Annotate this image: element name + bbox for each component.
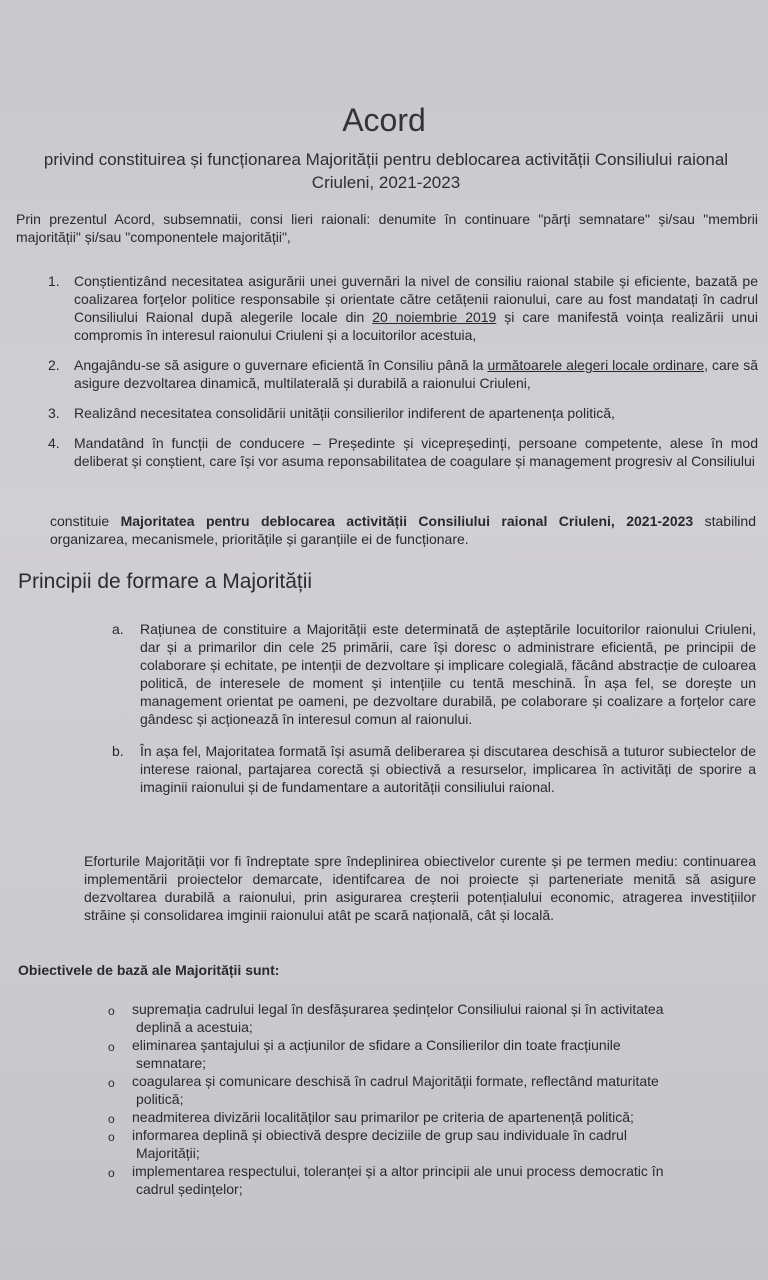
item-number: 1. [48,273,60,289]
objective-item [108,1000,758,1036]
objective-text: informarea deplină și obiectivă despre deciziile de grup sau individuale în cadrul [132,1127,627,1143]
objective-text: coagularea și comunicare deschisă în cadrul Majorității formate, reflectând maturitate [132,1073,659,1089]
majority-name: Majoritatea pentru deblocarea activității Consiliului raional Criuleni, 2021-2023 [120,513,694,529]
document-subtitle: privind constituirea și funcționarea Majorității pentru deblocarea activității Consiliului raional Criuleni, 2021-2023 [43,150,729,192]
bullet-icon: o [108,1112,115,1126]
bullet-icon: o [108,1130,115,1144]
constitutes-pre: constituie [50,513,121,529]
numbered-item-4 [48,434,758,470]
principle-item-a [112,620,756,728]
item-number: 3. [48,405,60,421]
item-text-part: , care să asigure dezvoltarea dinamică, multilaterală și durabilă a raionului Criuleni, [74,357,758,391]
item-number: 2. [48,357,60,373]
objective-text-cont: cadrul ședințelor; [136,1181,243,1197]
bullet-icon: o [108,1166,115,1180]
item-text-part: Conștientizând necesitatea asigurării unei guvernări la nivel de consiliu raional stabile și eficiente, bazată pe coalizarea forțelor politice responsabile și orientate către cetățenii raionului, care au fost mandatați în cadrul Consiliului Raional după alegerile locale din [74,273,758,325]
item-letter: a. [112,621,124,637]
objective-text: implementarea respectului, toleranței și a altor principii ale unui process democratic în [132,1163,664,1179]
objective-item [108,1036,758,1072]
item-letter: b. [112,743,124,759]
item-text-part: Angajându-se să asigure o guvernare eficientă în Consiliu până la [74,357,488,373]
efforts-paragraph: Eforturile Majorității vor fi îndreptate spre îndeplinirea obiectivelor curente și pe termen mediu: continuarea implementării proiectelor demarcate, identifcarea de noi proiecte și parteneriate menită să asigure dezvoltarea durabilă a raionului, prin asigurarea creșterii potențialului economic, atragerea investițiilor străine și consolidarea imginii raionului atât pe scară națională, cât și locală. [84,853,756,923]
objective-text-cont: deplină a acestuia; [136,1019,253,1035]
numbered-item-2 [48,356,758,392]
objective-text: neadmiterea divizării localităților sau primarilor pe criteria de apartenență politică; [132,1109,634,1125]
constitutes-post: stabilind organizarea, mecanismele, prioritățile și garanțiile ei de funcționare. [50,513,756,547]
bullet-icon: o [108,1040,115,1054]
underlined-phrase: următoarele alegeri locale ordinare [487,357,705,373]
intro-paragraph: Prin prezentul Acord, subsemnatii, consi lieri raionali: denumite în continuare "părți semnatare" și/sau "membrii majorității" și/sau "componentele majorității", [16,211,758,245]
principle-item-b [112,742,756,796]
item-text: În așa fel, Majoritatea formată își asumă deliberarea și discutarea deschisă a tuturor subiectelor de interese raional, partajarea corectă și obiectivă a resurselor, implicarea în activități de sporire a imaginii raionului și de fundamentare a autorității consiliului raional. [140,743,756,795]
objective-item [108,1072,758,1108]
objectives-heading: Obiectivele de bază ale Majorității sunt: [18,962,280,978]
item-text-part: și care manifestă voința realizării unui compromis în interesul raionului Criuleni și a locuitorilor acestuia, [74,309,758,343]
objective-text-cont: politică; [136,1091,184,1107]
bullet-icon: o [108,1004,115,1018]
item-text [74,272,758,344]
item-text [74,356,758,392]
objective-text: eliminarea șantajului și a acțiunilor de sfidare a Consilierilor din toate fracțiunile [132,1037,621,1053]
constitutes-paragraph [50,512,756,548]
numbered-item-1 [48,272,758,344]
item-text: Realizând necesitatea consolidării unității consilierilor indiferent de apartenența politică, [74,405,615,421]
item-text: Mandatând în funcții de conducere – Președinte și vicepreședinți, persoane competente, alese în mod deliberat și conștient, care își vor asuma reponsabilitatea de coagulare și management progresiv al Consiliului [74,435,758,469]
objective-text: supremația cadrului legal în desfășurarea ședințelor Consiliului raional și în activitatea [132,1001,664,1017]
numbered-item-3 [48,404,758,422]
item-number: 4. [48,435,60,451]
objective-item [108,1126,758,1162]
section-heading: Principii de formare a Majorității [18,570,313,593]
underlined-date: 20 noiembrie 2019 [372,309,497,325]
item-text: Rațiunea de constituire a Majorității este determinată de așteptările locuitorilor raionului Criuleni, dar și a primarilor din cele 25 primării, care își doresc o administrare eficientă, pe principii de colaborare și echitate, pe intenții de dezvoltare și implicare colegială, făcând abstracție de culoarea politică, de interesele de moment și intențiile cu tentă meschină. În așa fel, se dorește un management orientat pe oameni, pe dezvoltare durabilă, pe colaborare și coalizare a forțelor care gândesc și acționează în interesul comun al raionului. [140,621,756,727]
objective-item [108,1108,758,1126]
objective-text-cont: Majorității; [136,1145,200,1161]
bullet-icon: o [108,1076,115,1090]
objective-text-cont: semnatare; [136,1055,207,1071]
objective-item [108,1162,758,1198]
document-title: Acord [342,102,426,138]
